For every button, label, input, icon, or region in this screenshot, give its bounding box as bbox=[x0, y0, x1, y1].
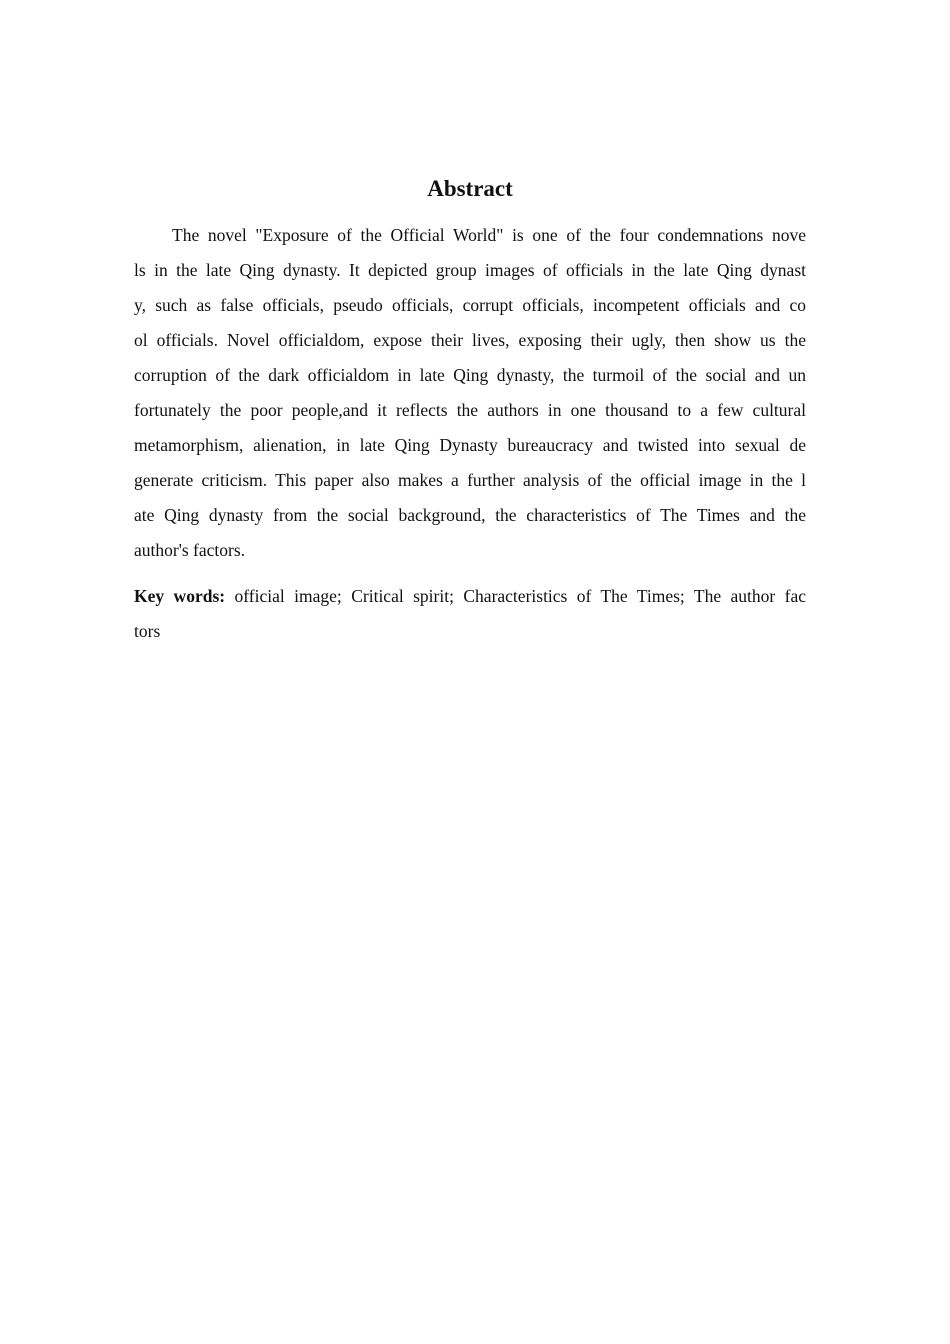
abstract-line: generate criticism. This paper also makes a further analysis of the official image in the l bbox=[134, 470, 806, 490]
abstract-line: fortunately the poor people,and it reflects the authors in one thousand to a few cultural bbox=[134, 400, 806, 420]
keywords-line bbox=[134, 579, 806, 614]
abstract-line: ate Qing dynasty from the social background, the characteristics of The Times and the bbox=[134, 505, 806, 525]
abstract-line: y, such as false officials, pseudo officials, corrupt officials, incompetent officials and co bbox=[134, 295, 806, 315]
keywords-line: tors bbox=[134, 621, 161, 641]
keywords-block bbox=[134, 579, 806, 649]
abstract-line: ls in the late Qing dynasty. It depicted group images of officials in the late Qing dynast bbox=[134, 260, 806, 280]
keywords-text: official image; Critical spirit; Characteristics of The Times; The author fac bbox=[234, 586, 806, 606]
abstract-line: ol officials. Novel officialdom, expose their lives, exposing their ugly, then show us the bbox=[134, 330, 806, 350]
abstract-line: metamorphism, alienation, in late Qing Dynasty bureaucracy and twisted into sexual de bbox=[134, 435, 806, 455]
abstract-line: The novel "Exposure of the Official World" is one of the four condemnations nove bbox=[172, 225, 806, 245]
abstract-section bbox=[134, 174, 806, 649]
abstract-title: Abstract bbox=[427, 176, 513, 201]
abstract-line: corruption of the dark officialdom in late Qing dynasty, the turmoil of the social and un bbox=[134, 365, 806, 385]
abstract-line: author's factors. bbox=[134, 540, 246, 560]
keywords-label: Key words: bbox=[134, 586, 226, 606]
abstract-body bbox=[134, 218, 806, 568]
